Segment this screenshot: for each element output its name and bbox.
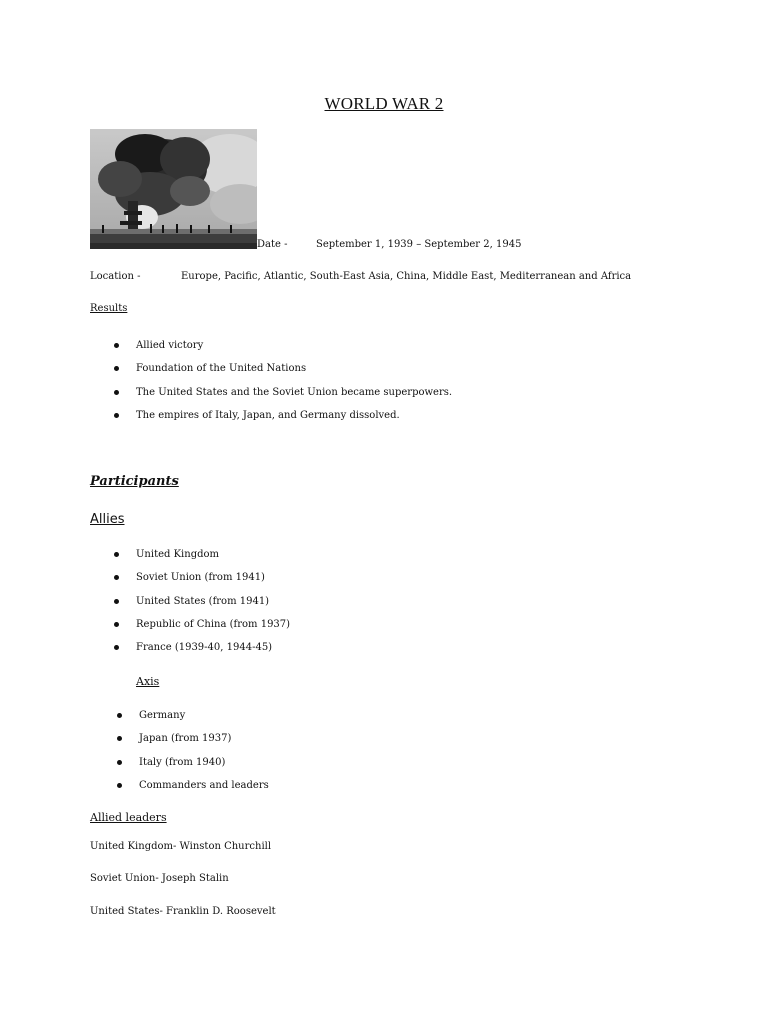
bullet-icon <box>117 713 122 718</box>
bullet-icon <box>114 413 119 418</box>
allied-leaders-heading: Allied leaders <box>90 811 167 824</box>
list-item: United States (from 1941) <box>136 595 290 618</box>
allies-heading: Allies <box>90 512 125 527</box>
axis-list <box>139 709 269 802</box>
allies-list <box>136 548 290 664</box>
participants-heading: Participants <box>90 474 179 489</box>
battle-photo <box>90 129 257 249</box>
axis-heading: Axis <box>136 675 160 688</box>
leader-line: United Kingdom- Winston Churchill <box>90 841 272 852</box>
bullet-icon <box>114 599 119 604</box>
list-item: Italy (from 1940) <box>139 756 269 779</box>
list-item: Allied victory <box>136 339 452 362</box>
list-item: Foundation of the United Nations <box>136 362 452 385</box>
results-list <box>136 339 452 432</box>
bullet-icon <box>114 552 119 557</box>
results-heading: Results <box>90 303 128 314</box>
list-item: France (1939-40, 1944-45) <box>136 641 290 664</box>
bullet-icon <box>117 783 122 788</box>
bullet-icon <box>117 736 122 741</box>
list-item: Soviet Union (from 1941) <box>136 571 290 594</box>
list-item: Republic of China (from 1937) <box>136 618 290 641</box>
list-item: United Kingdom <box>136 548 290 571</box>
list-item: The United States and the Soviet Union became superpowers. <box>136 386 452 409</box>
date-label: Date - <box>257 239 288 250</box>
document-title: WORLD WAR 2 <box>324 94 444 113</box>
location-label: Location - <box>90 271 141 282</box>
bullet-icon <box>114 575 119 580</box>
list-item: Germany <box>139 709 269 732</box>
list-item: Commanders and leaders <box>139 779 269 802</box>
list-item: Japan (from 1937) <box>139 732 269 755</box>
bullet-icon <box>114 366 119 371</box>
leader-line: United States- Franklin D. Roosevelt <box>90 906 276 917</box>
bullet-icon <box>114 622 119 627</box>
date-value: September 1, 1939 – September 2, 1945 <box>316 239 522 250</box>
list-item: The empires of Italy, Japan, and Germany dissolved. <box>136 409 452 432</box>
bullet-icon <box>117 760 122 765</box>
leader-line: Soviet Union- Joseph Stalin <box>90 873 229 884</box>
bullet-icon <box>114 390 119 395</box>
burning-ship-image <box>90 129 257 249</box>
bullet-icon <box>114 645 119 650</box>
location-value: Europe, Pacific, Atlantic, South-East Asia, China, Middle East, Mediterranean and Africa <box>181 271 632 282</box>
bullet-icon <box>114 343 119 348</box>
